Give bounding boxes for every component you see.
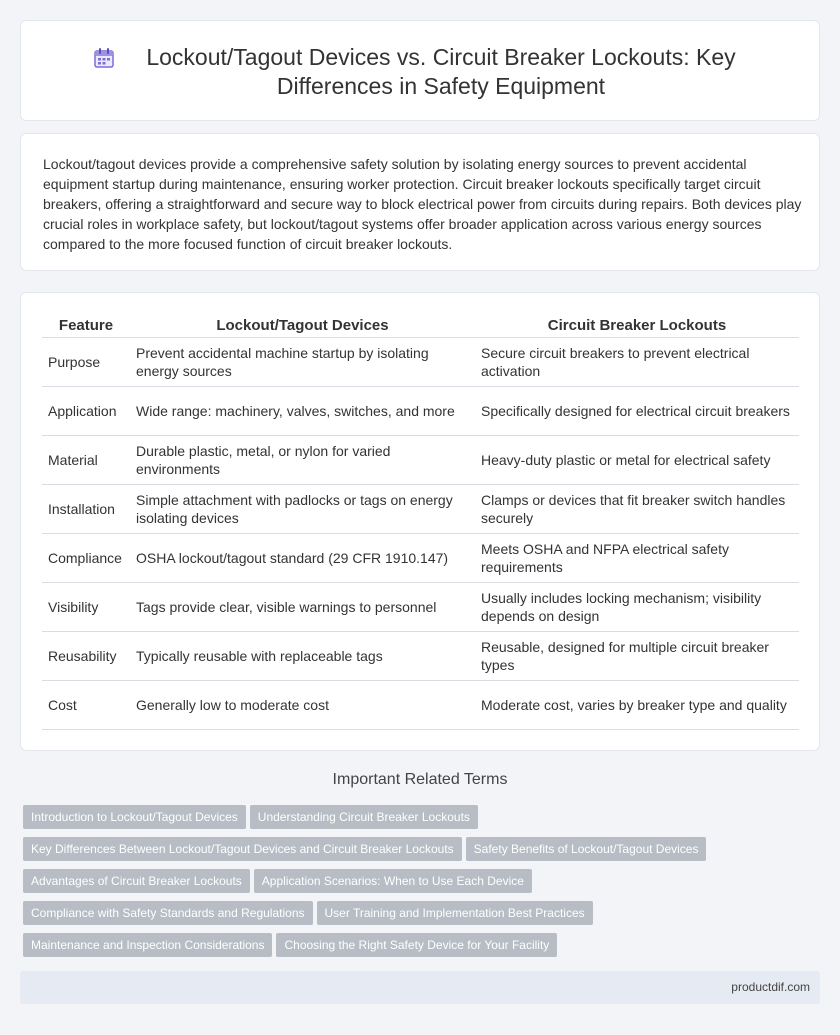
related-term-link[interactable]: Introduction to Lockout/Tagout Devices <box>23 805 246 829</box>
table-row <box>42 435 799 484</box>
table-row <box>42 533 799 582</box>
header-lockout-tagout: Lockout/Tagout Devices <box>130 315 475 337</box>
tag-row <box>23 837 823 869</box>
circuit-breaker-cell: Secure circuit breakers to prevent electrical activation <box>475 337 799 386</box>
table-row <box>42 484 799 533</box>
header-circuit-breaker: Circuit Breaker Lockouts <box>475 315 799 337</box>
lockout-tagout-cell: Prevent accidental machine startup by isolating energy sources <box>130 337 475 386</box>
tag-row <box>23 933 823 965</box>
related-term-link[interactable]: Application Scenarios: When to Use Each Device <box>254 869 532 893</box>
comparison-card <box>20 292 820 751</box>
circuit-breaker-cell: Moderate cost, varies by breaker type and quality <box>475 680 799 729</box>
related-terms-list <box>23 805 823 965</box>
table-row <box>42 582 799 631</box>
related-term-link[interactable]: Understanding Circuit Breaker Lockouts <box>250 805 478 829</box>
table-header-row <box>42 315 799 337</box>
circuit-breaker-cell: Clamps or devices that fit breaker switch handles securely <box>475 484 799 533</box>
table-row <box>42 337 799 386</box>
feature-cell: Cost <box>42 680 130 729</box>
lockout-tagout-cell: Typically reusable with replaceable tags <box>130 631 475 680</box>
feature-cell: Reusability <box>42 631 130 680</box>
title-card <box>20 20 820 121</box>
related-term-link[interactable]: Choosing the Right Safety Device for Your Facility <box>276 933 557 957</box>
lockout-tagout-cell: Generally low to moderate cost <box>130 680 475 729</box>
feature-cell: Compliance <box>42 533 130 582</box>
lockout-tagout-cell: OSHA lockout/tagout standard (29 CFR 1910.147) <box>130 533 475 582</box>
tag-row <box>23 901 823 933</box>
circuit-breaker-cell: Meets OSHA and NFPA electrical safety requirements <box>475 533 799 582</box>
intro-paragraph: Lockout/tagout devices provide a comprehensive safety solution by isolating energy sources to prevent accidental equipment startup during maintenance, ensuring worker protection. Circuit breaker lockouts specifically target circuit breakers, offering a straightforward and secure way to block electrical power from circuits during repairs. Both devices play crucial roles in workplace safety, but lockout/tagout systems offer broader application across various energy sources compared to the more focused function of circuit breaker lockouts. <box>43 156 802 252</box>
related-terms-heading: Important Related Terms <box>332 771 508 788</box>
circuit-breaker-cell: Usually includes locking mechanism; visibility depends on design <box>475 582 799 631</box>
related-term-link[interactable]: Compliance with Safety Standards and Regulations <box>23 901 313 925</box>
tag-row <box>23 805 823 837</box>
lockout-tagout-cell: Wide range: machinery, valves, switches, and more <box>130 386 475 435</box>
related-term-link[interactable]: User Training and Implementation Best Practices <box>317 901 593 925</box>
lockout-tagout-cell: Durable plastic, metal, or nylon for varied environments <box>130 435 475 484</box>
table-row <box>42 631 799 680</box>
table-row <box>42 386 799 435</box>
related-term-link[interactable]: Advantages of Circuit Breaker Lockouts <box>23 869 250 893</box>
circuit-breaker-cell: Heavy-duty plastic or metal for electrical safety <box>475 435 799 484</box>
footer <box>20 971 820 1004</box>
feature-cell: Installation <box>42 484 130 533</box>
related-term-link[interactable]: Maintenance and Inspection Considerations <box>23 933 272 957</box>
comparison-table <box>42 315 799 730</box>
table-row <box>42 680 799 729</box>
circuit-breaker-cell: Reusable, designed for multiple circuit breaker types <box>475 631 799 680</box>
tag-row <box>23 869 823 901</box>
related-term-link[interactable]: Safety Benefits of Lockout/Tagout Devices <box>466 837 707 861</box>
intro-card <box>20 133 820 271</box>
header-feature: Feature <box>42 315 130 337</box>
footer-site-name: productdif.com <box>731 980 810 994</box>
lockout-tagout-cell: Tags provide clear, visible warnings to personnel <box>130 582 475 631</box>
feature-cell: Visibility <box>42 582 130 631</box>
feature-cell: Application <box>42 386 130 435</box>
circuit-breaker-cell: Specifically designed for electrical circuit breakers <box>475 386 799 435</box>
lockout-tagout-cell: Simple attachment with padlocks or tags on energy isolating devices <box>130 484 475 533</box>
related-term-link[interactable]: Key Differences Between Lockout/Tagout Devices and Circuit Breaker Lockouts <box>23 837 462 861</box>
page-title: Lockout/Tagout Devices vs. Circuit Breaker Lockouts: Key Differences in Safety Equipment <box>146 44 736 99</box>
feature-cell: Material <box>42 435 130 484</box>
feature-cell: Purpose <box>42 337 130 386</box>
